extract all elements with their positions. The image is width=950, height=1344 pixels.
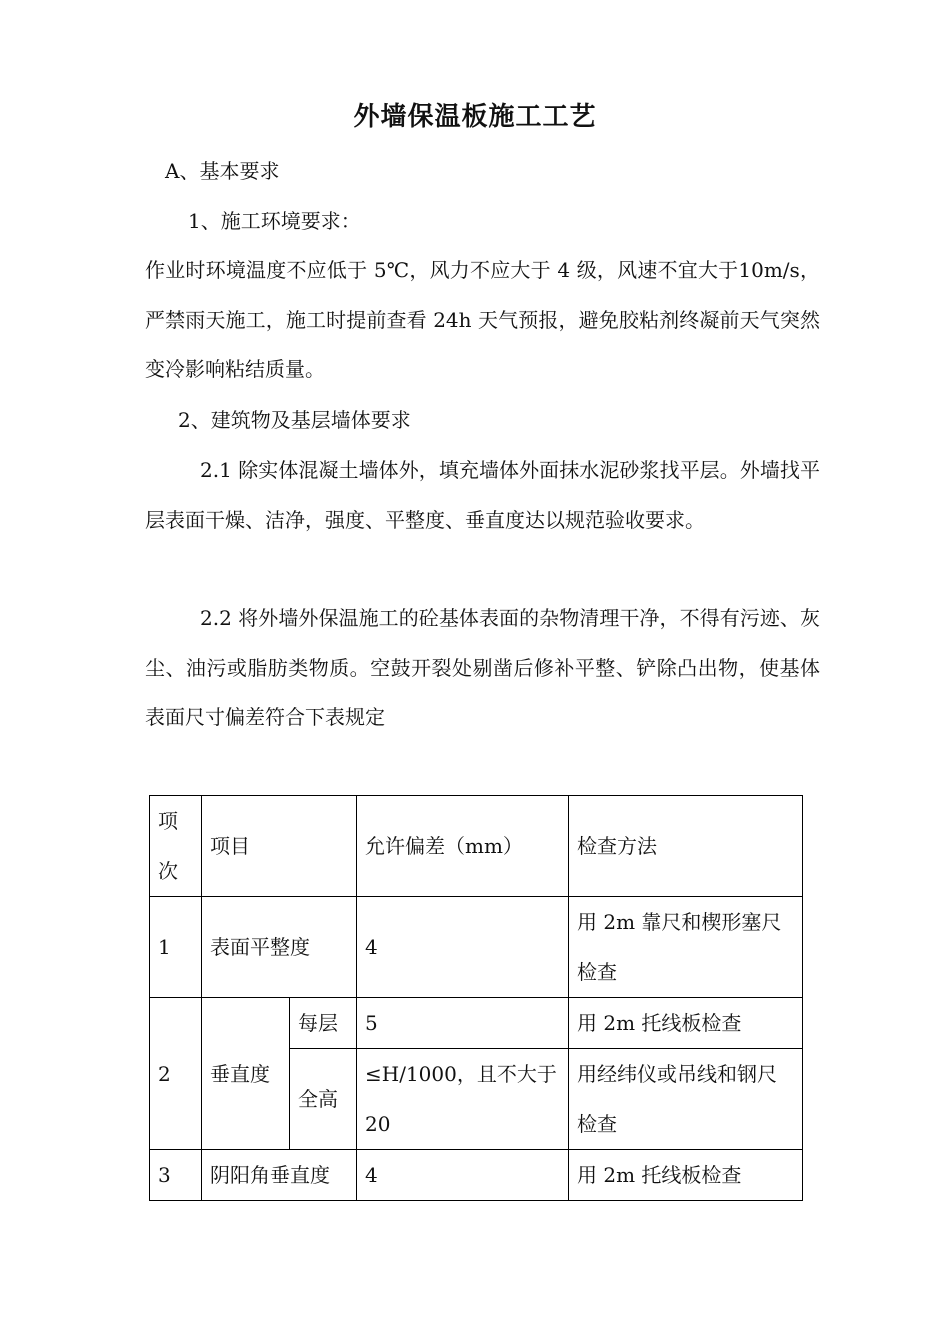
table-row (150, 998, 803, 1049)
row2-sub2-tolerance: ≤H/1000，且不大于20 (357, 1049, 569, 1150)
paragraph-2-2 (145, 594, 820, 743)
header-item: 项目 (202, 796, 357, 897)
row3-no: 3 (150, 1150, 202, 1201)
sub1-heading: 1、施工环境要求： (188, 209, 361, 233)
header-no: 项次 (150, 796, 202, 897)
row1-method: 用 2m 靠尺和楔形塞尺检查 (569, 897, 803, 998)
row2-sub2-method: 用经纬仪或吊线和钢尺检查 (569, 1049, 803, 1150)
row1-tolerance: 4 (357, 897, 569, 998)
row2-sub1-label: 每层 (290, 998, 357, 1049)
table-header-row (150, 796, 803, 897)
row2-sub1-method: 用 2m 托线板检查 (569, 998, 803, 1049)
section-a-heading: A、基本要求 (165, 159, 280, 183)
header-tolerance: 允许偏差（mm） (357, 796, 569, 897)
row2-sub2-label: 全高 (290, 1049, 357, 1150)
document-title: 外墙保温板施工工艺 (353, 102, 597, 132)
row2-sub1-tolerance: 5 (357, 998, 569, 1049)
deviation-table (149, 795, 803, 1201)
paragraph-2-1-text: 2.1 除实体混凝土墙体外，填充墙体外面抹水泥砂浆找平层。外墙找平层表面干燥、洁净，强度、平整度、垂直度达以规范验收要求。 (145, 458, 820, 532)
sub2-heading: 2、建筑物及基层墙体要求 (178, 408, 411, 432)
table-row (150, 1150, 803, 1201)
row3-method: 用 2m 托线板检查 (569, 1150, 803, 1201)
row1-no: 1 (150, 897, 202, 998)
paragraph-2-2-text: 2.2 将外墙外保温施工的砼基体表面的杂物清理干净，不得有污迹、灰尘、油污或脂肪类物质。空鼓开裂处剔凿后修补平整、铲除凸出物，使基体表面尺寸偏差符合下表规定 (145, 606, 820, 729)
header-method: 检查方法 (569, 796, 803, 897)
table-row (150, 897, 803, 998)
paragraph-2-1 (145, 446, 820, 545)
row2-item: 垂直度 (202, 998, 290, 1150)
row2-no: 2 (150, 998, 202, 1150)
row1-item: 表面平整度 (202, 897, 357, 998)
row3-item: 阴阳角垂直度 (202, 1150, 357, 1201)
row3-tolerance: 4 (357, 1150, 569, 1201)
sub1-body: 作业时环境温度不应低于 5℃，风力不应大于 4 级，风速不宜大于10m/s，严禁雨天施工，施工时提前查看 24h 天气预报，避免胶粘剂终凝前天气突然变冷影响粘结质量。 (145, 258, 820, 381)
